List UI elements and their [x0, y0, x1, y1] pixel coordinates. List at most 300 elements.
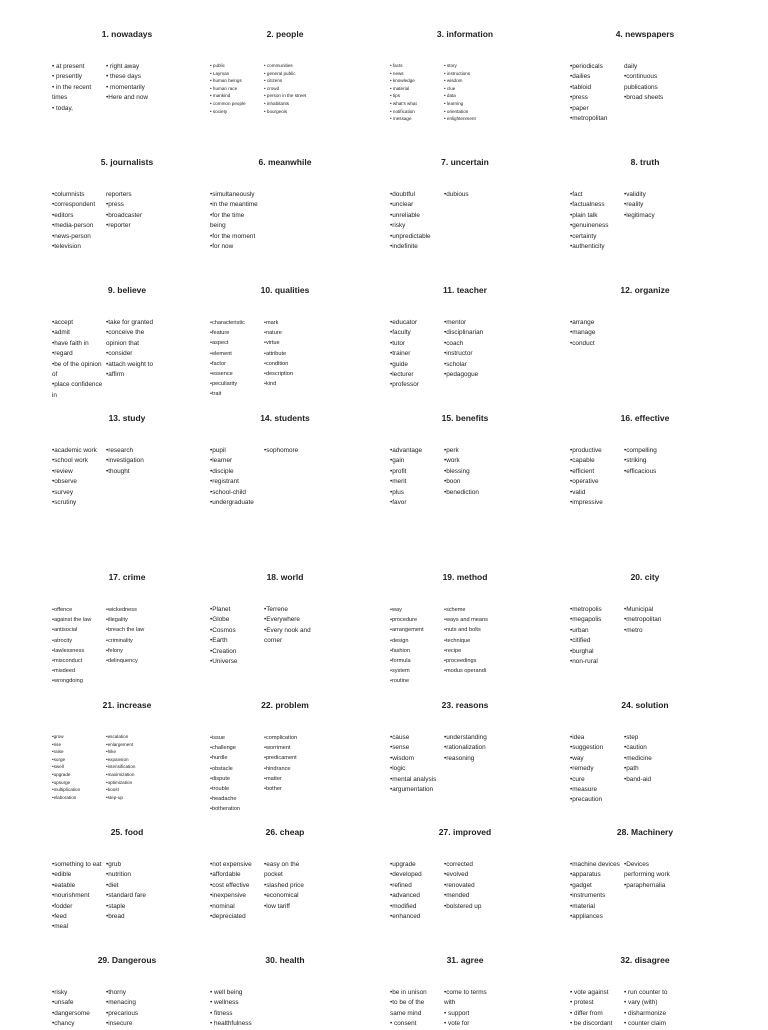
synonym-item: •unpredictable — [390, 232, 431, 240]
synonym-item: •precarious — [106, 1009, 139, 1017]
synonym-item: •Everywhere — [264, 616, 300, 624]
block-title: 6. meanwhile — [258, 157, 312, 167]
block-title: 25. food — [110, 827, 144, 837]
synonym-item: •urban — [570, 626, 589, 634]
synonym-item: •metropolis — [570, 606, 602, 613]
synonym-item: •Terrene — [264, 606, 288, 613]
synonym-item: •not expensive — [210, 861, 252, 868]
synonym-column-2 — [624, 446, 680, 477]
synonym-column-2 — [444, 988, 500, 1030]
block-title: 29. Dangerous — [97, 955, 157, 965]
synonym-item: •diet — [106, 881, 119, 889]
synonym-item: • fitness — [210, 1009, 233, 1017]
synonym-item: • inhabitants — [264, 100, 290, 106]
synonym-item: •staple — [106, 902, 126, 910]
block-title: 4. newspapers — [615, 29, 675, 39]
synonym-item: •non-rural — [570, 658, 598, 666]
synonym-item: •scholar — [444, 360, 467, 368]
synonym-item: • knowledge — [390, 78, 415, 84]
synonym-item: •reality — [624, 201, 644, 209]
synonym-item: •metro — [624, 626, 643, 634]
synonym-item: •matter — [264, 775, 282, 782]
synonym-item: •upgrade — [390, 861, 416, 868]
synonym-item: •obstacle — [210, 765, 233, 772]
synonym-item: •review — [52, 467, 73, 475]
synonym-item: •standard fare — [106, 892, 146, 900]
synonym-item: •broad sheets — [624, 94, 664, 102]
synonym-item: •megapolis — [570, 616, 602, 624]
synonym-item: •nourishment — [52, 892, 90, 900]
synonym-item: •productive — [570, 447, 602, 454]
synonym-item: •swell — [52, 764, 64, 770]
synonym-item: •come to terms with — [444, 989, 487, 1007]
synonym-item: •caution — [624, 744, 647, 752]
synonym-item: •regard — [52, 350, 73, 358]
synonym-item: •fodder — [52, 902, 73, 910]
synonym-item: •arrange — [570, 319, 595, 326]
synonym-item: •Universe — [210, 658, 238, 666]
synonym-item: •escalation — [106, 734, 129, 739]
synonym-item: •Here and now — [106, 94, 149, 102]
synonym-item: •maximization — [106, 771, 135, 777]
synonym-item: •cost effective — [210, 881, 250, 889]
synonym-item: •periodicals — [570, 63, 603, 70]
synonym-item: •mended — [444, 892, 470, 900]
synonym-column-2 — [444, 605, 500, 676]
synonym-item: • well being — [210, 989, 243, 996]
synonym-item: •procedure — [390, 617, 418, 624]
synonym-item: • these days — [106, 73, 141, 81]
synonym-item: •idea — [570, 734, 585, 741]
synonym-item: •Planet — [210, 606, 231, 613]
synonym-item: •attribute — [264, 350, 287, 357]
synonym-item: •gadget — [570, 881, 592, 889]
synonym-column-1 — [390, 190, 446, 252]
synonym-item: •Cosmos — [210, 626, 236, 634]
synonym-item: •media-person — [52, 222, 94, 230]
synonym-item: •challenge — [210, 745, 236, 752]
block-title: 15. benefits — [441, 413, 489, 423]
synonym-item: •tabloid — [570, 83, 592, 91]
synonym-item: •survey — [52, 488, 74, 496]
synonym-item: •profit — [390, 467, 407, 475]
synonym-column-1 — [210, 605, 266, 667]
synonym-item: •television — [52, 243, 81, 251]
synonym-item: •citified — [570, 637, 591, 645]
synonym-item: •bother — [264, 786, 282, 793]
synonym-item: • data — [444, 93, 456, 99]
synonym-item: •school-child — [210, 488, 246, 496]
synonym-item: •instruments — [570, 892, 606, 900]
synonym-item: •blessing — [444, 467, 470, 475]
synonym-column-1 — [570, 62, 626, 124]
synonym-column-2 — [264, 446, 320, 456]
synonym-item: • healthfulness — [210, 1020, 252, 1028]
synonym-item: •mental analysis — [390, 775, 437, 783]
block-title: 20. city — [630, 572, 660, 582]
synonym-item: •trait — [210, 391, 222, 398]
synonym-item: •nutrition — [106, 871, 131, 879]
synonym-item: •undergraduate — [210, 499, 254, 507]
synonym-item: •disciple — [210, 467, 234, 475]
synonym-item: •advanced — [390, 892, 420, 900]
block-title: 32. disagree — [620, 955, 670, 965]
synonym-item: • today, — [52, 104, 73, 112]
synonym-item: •continuous publications — [624, 73, 658, 91]
synonym-item: •news-person — [52, 232, 91, 240]
synonym-item: •faculty — [390, 329, 411, 337]
synonym-item: •affordable — [210, 871, 241, 879]
block-title: 14. students — [260, 413, 310, 423]
synonym-item: •feed — [52, 913, 67, 921]
synonym-item: • protest — [570, 999, 594, 1007]
synonym-item: •essence — [210, 371, 233, 378]
synonym-item: •broadcaster — [106, 211, 142, 219]
synonym-item: •headache — [210, 796, 237, 803]
synonym-item: •Earth — [210, 637, 228, 645]
synonym-item: •for the moment — [210, 232, 256, 240]
synonym-column-1 — [210, 446, 266, 508]
synonym-column-1 — [570, 190, 626, 252]
synonym-item: •plus — [390, 488, 404, 496]
synonym-item: • news — [390, 70, 404, 76]
synonym-item: •capable — [570, 457, 595, 465]
synonym-item: •genuineness — [570, 222, 609, 230]
synonym-item: •raise — [52, 749, 64, 755]
synonym-item: •authenticity — [570, 243, 605, 251]
synonym-item: •recipe — [444, 647, 462, 654]
synonym-item: •slashed price — [264, 881, 304, 889]
synonym-item: •paper — [570, 104, 589, 112]
synonym-item: •risky — [52, 989, 68, 996]
synonym-item: •to be of the same mind — [390, 999, 425, 1017]
synonym-item: • public — [210, 63, 225, 68]
synonym-column-1 — [570, 446, 626, 508]
synonym-item: •evolved — [444, 871, 469, 879]
synonym-column-2 — [106, 318, 162, 380]
synonym-item: •unsafe — [52, 999, 74, 1007]
synonym-item: •place confidence in — [52, 381, 103, 399]
synonym-item: •expansion — [106, 756, 129, 762]
synonym-column-1 — [210, 733, 266, 815]
synonym-item: •illegality — [106, 617, 128, 624]
synonym-item: •compelling — [624, 447, 657, 454]
synonym-item: •factualness — [570, 201, 605, 209]
synonym-item: • crowd — [264, 85, 280, 91]
synonym-item: •argumentation — [390, 786, 434, 794]
block-title: 28. Machinery — [616, 827, 674, 837]
synonym-item: •sense — [390, 744, 410, 752]
synonym-column-2 — [624, 190, 680, 221]
synonym-item: • right away — [106, 63, 140, 70]
synonym-item: • facts — [390, 63, 403, 68]
synonym-column-1 — [390, 318, 446, 391]
synonym-item: •instructor — [444, 350, 473, 358]
synonym-item: •school work — [52, 457, 88, 465]
synonym-item: •system — [390, 668, 410, 675]
synonym-item: •grow — [52, 734, 64, 739]
synonym-item: •lecturer — [390, 371, 414, 379]
synonym-column-2 — [444, 318, 500, 380]
synonym-item: •thorny — [106, 989, 126, 996]
synonym-item: •inexpensive — [210, 892, 246, 900]
synonym-item: •elaboration — [52, 794, 77, 800]
synonym-item: • notification — [390, 108, 415, 114]
synonym-item: •conduct — [570, 339, 595, 347]
synonym-item: •developed — [390, 871, 422, 879]
synonym-item: •have faith in — [52, 339, 89, 347]
synonym-item: •enhanced — [390, 913, 421, 921]
synonym-item: •step — [624, 734, 639, 741]
synonym-item: •nominal — [210, 902, 235, 910]
synonym-item: •virtue — [264, 340, 280, 347]
synonym-item: •enlargement — [106, 741, 134, 747]
synonym-item: •guide — [390, 360, 408, 368]
synonym-item: •reasoning — [444, 754, 475, 762]
synonym-item: •suggestion — [570, 744, 604, 752]
synonym-column-2 — [444, 860, 500, 912]
block-title: 8. truth — [630, 157, 660, 167]
synonym-column-2 — [106, 190, 162, 232]
synonym-item: • story — [444, 63, 457, 68]
synonym-item: •dailies — [570, 73, 591, 81]
synonym-column-2 — [444, 446, 500, 498]
synonym-item: •machine devices — [570, 861, 620, 868]
synonym-item: • vary (with) — [624, 999, 658, 1007]
synonym-item: •criminality — [106, 637, 133, 644]
synonym-column-2 — [106, 860, 162, 922]
synonym-item: •multiplication — [52, 787, 81, 793]
synonym-item: •trouble — [210, 786, 230, 793]
synonym-column-2 — [264, 318, 320, 389]
synonym-item: • be discordant — [570, 1020, 613, 1028]
synonym-item: •intensification — [106, 764, 136, 770]
synonym-item: •attach weight to — [106, 360, 153, 368]
synonym-item: •eatable — [52, 881, 76, 889]
synonym-item: •valid — [570, 488, 586, 496]
synonym-item: •remedy — [570, 765, 594, 773]
synonym-item: •thought — [106, 467, 130, 475]
synonym-item: • at present — [52, 63, 85, 70]
synonym-column-1 — [52, 446, 108, 508]
synonym-item: •metropolitan — [570, 115, 608, 123]
synonym-item: •favor — [390, 499, 407, 507]
synonym-column-2 — [624, 988, 680, 1030]
synonym-column-1 — [390, 733, 446, 795]
synonym-item: •consider — [106, 350, 133, 358]
block-title: 31. agree — [446, 955, 484, 965]
synonym-item: •wisdom — [390, 754, 414, 762]
synonym-column-1 — [390, 988, 446, 1030]
synonym-item: •for the time being — [210, 211, 245, 230]
synonym-item: • material — [390, 85, 410, 91]
synonym-item: •research — [106, 447, 134, 454]
synonym-item: • citizens — [264, 78, 283, 84]
synonym-item: •edible — [52, 871, 72, 879]
synonym-item: •meal — [52, 923, 69, 931]
synonym-item: •manage — [570, 329, 596, 337]
synonym-item: •boost — [106, 787, 119, 793]
synonym-item: •material — [570, 902, 595, 910]
synonym-item: •disciplinarian — [444, 329, 484, 337]
synonym-item: •precaution — [570, 796, 603, 804]
synonym-column-2 — [264, 62, 320, 115]
synonym-item: •way — [570, 754, 584, 762]
synonym-item: •delinquency — [106, 658, 138, 665]
block-title: 30. health — [265, 955, 305, 965]
synonym-item: •appliances — [570, 913, 603, 921]
synonym-item: • in the recent times — [52, 83, 92, 102]
synonym-item: • instructions — [444, 70, 471, 76]
synonym-item: •striking — [624, 457, 647, 465]
synonym-item: •factor — [210, 360, 226, 367]
synonym-column-1 — [570, 988, 626, 1030]
synonym-item: • clue — [444, 85, 456, 91]
synonym-item: •perk — [444, 447, 459, 454]
synonym-item: •conceive the opinion that — [106, 329, 145, 347]
synonym-item: •offence — [52, 607, 73, 613]
synonym-item: •admit — [52, 329, 70, 337]
synonym-item: • orientation — [444, 108, 469, 114]
synonym-item: •learner — [210, 457, 233, 465]
synonym-item: • counter claim — [624, 1020, 667, 1028]
synonym-item: •academic work — [52, 447, 97, 454]
synonym-item: • vote against — [570, 989, 609, 996]
synonym-item: •rise — [52, 741, 62, 747]
synonym-item: •understanding — [444, 734, 487, 741]
synonym-item: •coach — [444, 339, 464, 347]
synonym-item: •modified — [390, 902, 417, 910]
synonym-column-2 — [264, 733, 320, 794]
synonym-item: •description — [264, 371, 294, 378]
synonym-item: •breach the law — [106, 627, 145, 634]
synonym-item: •misconduct — [52, 658, 83, 665]
synonym-item: •scheme — [444, 607, 466, 613]
synonym-item: •routine — [390, 678, 410, 685]
synonym-item: •nature — [264, 330, 282, 337]
synonym-column-1 — [210, 318, 266, 400]
synonym-item: • society — [210, 108, 228, 114]
synonym-item: • message — [390, 116, 412, 122]
synonym-column-1 — [52, 62, 108, 114]
synonym-item: •investigation — [106, 457, 144, 465]
synonym-item: •dubious — [444, 191, 469, 198]
synonym-column-2 — [444, 733, 500, 764]
synonym-item: •formula — [390, 658, 411, 665]
synonym-item: •trainer — [390, 350, 411, 358]
block-title: 10. qualities — [260, 285, 310, 295]
synonym-item: •way — [390, 607, 402, 613]
synonym-item: •chancy — [52, 1020, 75, 1028]
synonym-item: •menacing — [106, 999, 136, 1007]
synonym-column-1 — [390, 860, 446, 922]
synonym-item: •pupil — [210, 447, 226, 454]
synonym-item: •legitimacy — [624, 211, 655, 219]
synonym-column-2 — [444, 62, 500, 123]
synonym-item: •Devices performing work — [624, 861, 670, 879]
synonym-item: • disharmonize — [624, 1009, 667, 1017]
synonym-item: •in the meantime — [210, 201, 258, 209]
block-title: 26. cheap — [265, 827, 305, 837]
synonym-item: • presently — [52, 73, 82, 81]
synonym-item: reporters — [106, 191, 132, 198]
synonym-item: •professor — [390, 381, 419, 389]
synonym-column-1 — [52, 733, 108, 801]
synonym-item: •press — [570, 94, 588, 102]
synonym-item: •be of the opinion of — [52, 360, 102, 379]
synonym-item: •pedagogue — [444, 371, 479, 379]
synonym-item: •validity — [624, 191, 646, 198]
synonym-item: •modus operandi — [444, 668, 487, 675]
synonym-item: •misdeed — [52, 668, 76, 675]
block-title: 3. information — [436, 29, 494, 39]
synonym-column-1 — [52, 605, 108, 687]
synonym-item: •design — [390, 637, 409, 644]
synonym-item: •for now — [210, 243, 234, 251]
synonym-item: •cure — [570, 775, 585, 783]
synonym-item: •path — [624, 765, 639, 773]
synonym-column-2 — [106, 446, 162, 477]
block-title: 1. nowadays — [101, 29, 153, 39]
synonym-item: •take for granted — [106, 319, 153, 326]
synonym-item: •fashion — [390, 647, 410, 654]
synonym-column-2 — [624, 62, 680, 104]
synonym-item: •hindrance — [264, 765, 291, 772]
synonym-column-1 — [570, 860, 626, 922]
synonym-column-1 — [570, 733, 626, 806]
synonym-item: •Municipal — [624, 606, 654, 613]
synonym-item: •botheration — [210, 806, 240, 813]
synonym-item: • support — [444, 1009, 470, 1017]
synonym-item: •metropolitan — [624, 616, 662, 624]
synonym-item: •upsurge — [52, 779, 71, 785]
synonym-column-2 — [624, 733, 680, 785]
synonym-column-1 — [210, 62, 266, 115]
synonym-item: •bolstered up — [444, 902, 482, 910]
synonym-item: •step-up — [106, 794, 123, 800]
synonym-item: •grub — [106, 861, 122, 868]
synonym-item: •antisocial — [52, 627, 78, 634]
block-title: 9. believe — [107, 285, 147, 295]
synonym-item: • tips — [390, 93, 401, 99]
synonym-item: •technique — [444, 637, 471, 644]
synonym-item: •columnists — [52, 191, 85, 198]
synonym-item: •low tariff — [264, 902, 290, 910]
block-title: 18. world — [266, 572, 304, 582]
synonym-item: •registrant — [210, 478, 239, 486]
synonym-item: •press — [106, 201, 124, 209]
synonym-item: •characteristic — [210, 320, 245, 326]
synonym-item: •predicament — [264, 755, 297, 762]
synonym-item: • human beings — [210, 78, 242, 84]
block-title: 24. solution — [621, 700, 669, 710]
synonym-item: •Globe — [210, 616, 230, 624]
synonym-item: • common people — [210, 100, 246, 106]
synonym-item: •something to eat — [52, 861, 102, 868]
synonym-column-1 — [390, 605, 446, 687]
synonym-item: •complication — [264, 735, 298, 741]
synonym-column-1 — [210, 190, 266, 252]
synonym-item: •bread — [106, 913, 125, 921]
synonym-item: •work — [444, 457, 460, 465]
synonym-item: •doubtful — [390, 191, 415, 198]
synonym-item: • run counter to — [624, 989, 668, 996]
synonym-column-1 — [52, 190, 108, 252]
block-title: 13. study — [108, 413, 146, 423]
block-title: 2. people — [266, 29, 304, 39]
synonym-item: •mentor — [444, 319, 467, 326]
synonym-item: •unclear — [390, 201, 414, 209]
